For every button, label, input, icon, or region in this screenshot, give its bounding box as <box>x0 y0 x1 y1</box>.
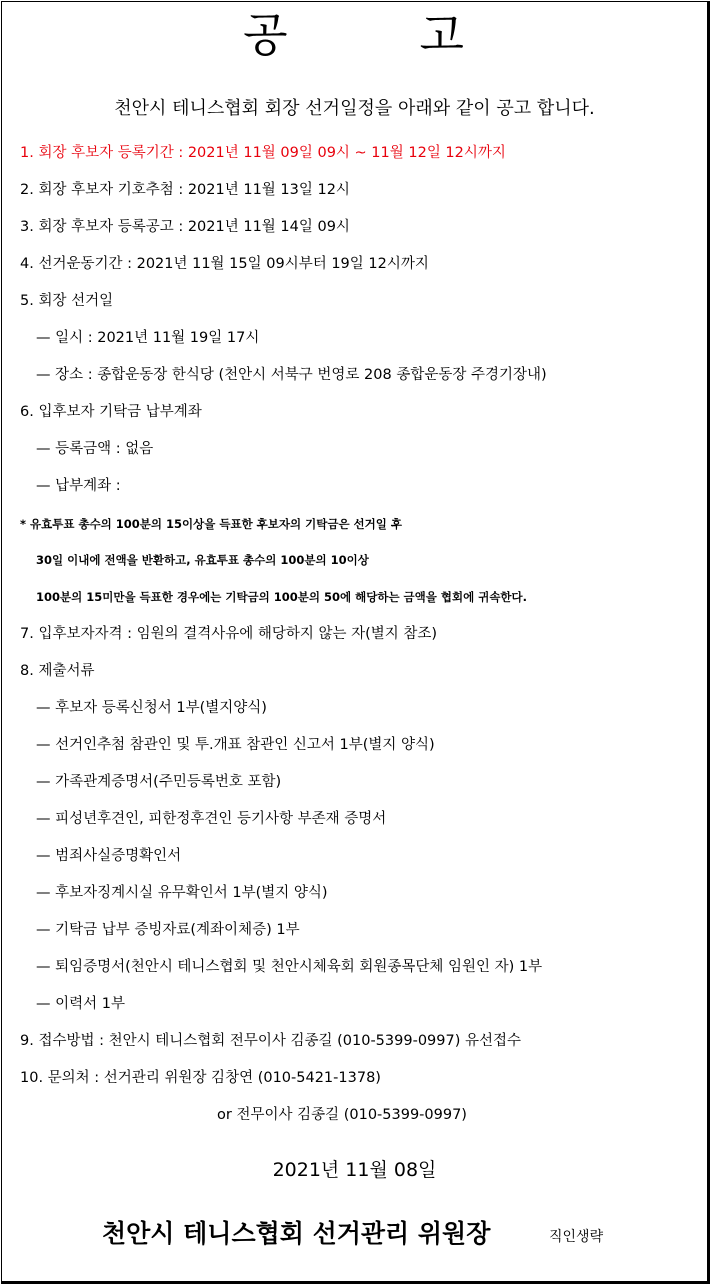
item-10-inquiries: 10. 문의처 : 선거관리 위원장 김창연 (010-5421-1378) <box>20 1070 381 1086</box>
item-3-registration-notice: 3. 회장 후보자 등록공고 : 2021년 11월 14일 09시 <box>20 219 350 235</box>
notice-date: 2021년 11월 08일 <box>272 1159 437 1181</box>
notice-document <box>1 1 710 1284</box>
item-9-submission-method: 9. 접수방법 : 천안시 테니스협회 전무이사 김종길 (010-5399-0997) 유선접수 <box>20 1033 522 1049</box>
document-registration-form: — 후보자 등록신청서 1부(별지양식) <box>36 700 267 716</box>
document-deposit-proof: — 기탁금 납부 증빙자료(계좌이체증) 1부 <box>36 922 300 938</box>
item-6-account: — 납부계좌 : <box>36 478 121 494</box>
item-5-datetime: — 일시 : 2021년 11월 19일 17시 <box>36 330 260 346</box>
document-discipline-record: — 후보자징계시실 유무확인서 1부(별지 양식) <box>36 885 328 901</box>
item-5-election-day: 5. 회장 선거일 <box>20 293 114 309</box>
notice-title <box>2 10 707 61</box>
item-8-documents: 8. 제출서류 <box>20 663 95 679</box>
deposit-note-line-3: 100분의 15미만을 득표한 경우에는 기탁금의 100분의 50에 해당하는 금액을 협회에 귀속한다. <box>36 590 528 604</box>
title-char-1: 공 <box>243 8 290 62</box>
item-2-number-draw: 2. 회장 후보자 기호추첨 : 2021년 11월 13일 12시 <box>20 182 350 198</box>
item-5-venue: — 장소 : 종합운동장 한식당 (천안시 서북구 번영로 208 종합운동장 주경기장내) <box>36 367 547 383</box>
document-resignation-certificate: — 퇴임증명서(천안시 테니스협회 및 천안시체육회 회원종목단체 임원인 자) 1부 <box>36 959 543 975</box>
title-char-2: 고 <box>419 8 466 62</box>
intro-text: 천안시 테니스협회 회장 선거일정을 아래와 같이 공고 합니다. <box>114 98 595 119</box>
item-10-inquiries-alt: or 전무이사 김종길 (010-5399-0997) <box>217 1107 467 1123</box>
item-6-deposit-account: 6. 입후보자 기탁금 납부계좌 <box>20 404 202 420</box>
seal-omitted-note: 직인생략 <box>549 1229 604 1245</box>
deposit-note-line-1: * 유효투표 총수의 100분의 15이상을 득표한 후보자의 기탁금은 선거일 후 <box>20 517 402 531</box>
item-1-registration-period: 1. 회장 후보자 등록기간 : 2021년 11월 09일 09시 ~ 11월 12일 12시까지 <box>20 145 506 161</box>
document-resume: — 이력서 1부 <box>36 996 125 1012</box>
signature-committee: 천안시 테니스협회 선거관리 위원장 <box>102 1219 491 1248</box>
document-observer-report: — 선거인추첨 참관인 및 투.개표 참관인 신고서 1부(별지 양식) <box>36 737 435 753</box>
document-guardianship-certificate: — 피성년후견인, 피한정후견인 등기사항 부존재 증명서 <box>36 811 387 827</box>
deposit-note-line-2: 30일 이내에 전액을 반환하고, 유효투표 총수의 100분의 10이상 <box>36 553 369 567</box>
document-criminal-record: — 범죄사실증명확인서 <box>36 848 182 864</box>
document-family-certificate: — 가족관계증명서(주민등록번호 포함) <box>36 774 282 790</box>
item-4-campaign-period: 4. 선거운동기간 : 2021년 11월 15일 09시부터 19일 12시까지 <box>20 256 429 272</box>
item-7-eligibility: 7. 입후보자자격 : 임원의 결격사유에 해당하지 않는 자(별지 참조) <box>20 626 438 642</box>
item-6-amount: — 등록금액 : 없음 <box>36 441 154 457</box>
